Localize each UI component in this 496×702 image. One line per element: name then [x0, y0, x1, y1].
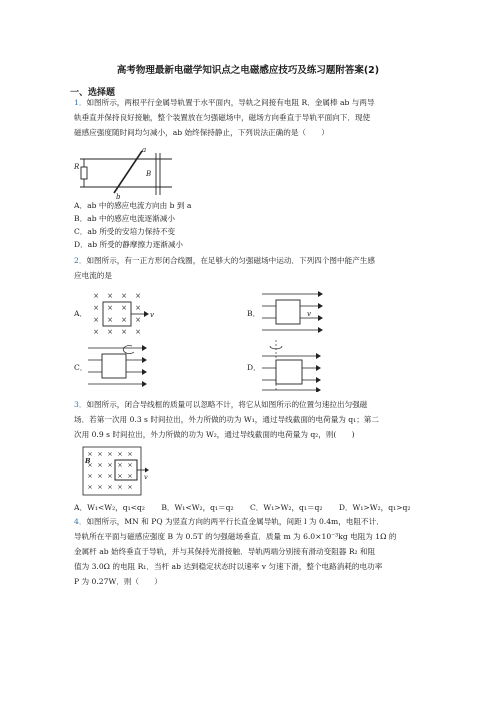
q4-number: 4．: [74, 517, 87, 526]
q1-figure: [74, 143, 174, 199]
document-title: 高考物理最新电磁学知识点之电磁感应技巧及练习题附答案(2): [116, 65, 380, 76]
q2-option-c-label: C．: [74, 363, 88, 372]
svg-text:×: ×: [135, 316, 141, 324]
q3-line-1: 3．如图所示，闭合导线框的质量可以忽略不计，将它从如图所示的位置匀速拉出匀强磁: [74, 400, 368, 409]
q3-figure: [82, 446, 152, 498]
section-heading: 一、选择题: [70, 88, 116, 98]
svg-text:×: ×: [107, 316, 113, 324]
q2-option-d-label: D．: [247, 363, 261, 372]
q3-options: [74, 502, 424, 513]
q3-line-3: 次用 0.9 s 时间拉出，外力所做的功为 W₂，通过导线截面的电荷量为 q₂，则( ): [74, 430, 355, 439]
q4-line-1: 4．如图所示，MN 和 PQ 为竖直方向的两平行长直金属导轨，间距 l 为 0.4m，电阻不计．: [74, 517, 384, 526]
svg-text:×: ×: [97, 483, 103, 491]
svg-text:×: ×: [93, 304, 99, 312]
q1-number: 1．: [74, 98, 87, 107]
svg-text:×: ×: [135, 292, 141, 300]
svg-text:×: ×: [107, 461, 113, 469]
q1-line-1: 1．如图所示，两根平行金属导轨置于水平面内，导轨之间接有电阻 R．金属棒 ab 与两导: [74, 98, 375, 107]
svg-text:×: ×: [127, 450, 133, 458]
q2-option-a-label: A．: [74, 309, 88, 318]
svg-text:×: ×: [121, 292, 127, 300]
q2-option-b-label: B．: [247, 309, 261, 318]
q3-option-a: A．W₁<W₂，q₁<q₂: [74, 503, 145, 512]
svg-text:×: ×: [117, 461, 123, 469]
svg-text:×: ×: [93, 316, 99, 324]
q1-label-B: B: [146, 170, 152, 178]
q2-a-velocity: v: [150, 311, 154, 319]
q1-label-a: a: [142, 146, 147, 154]
svg-text:×: ×: [117, 472, 123, 480]
q1-label-b: b: [116, 193, 121, 199]
svg-text:×: ×: [121, 316, 127, 324]
svg-text:×: ×: [107, 328, 113, 336]
q4-line-3: 金属杆 ab 始终垂直于导轨，并与其保持光滑接触．导轨两端分别接有滑动变阻器 R₂ 和阻: [74, 547, 376, 556]
svg-text:×: ×: [93, 328, 99, 336]
svg-text:×: ×: [87, 472, 93, 480]
svg-text:×: ×: [107, 450, 113, 458]
q1-option-d: D．ab 所受的静摩擦力逐渐减小: [74, 240, 184, 249]
q2-figure-a: [88, 288, 156, 338]
svg-text:×: ×: [87, 461, 93, 469]
q2-line-2: 应电流的是: [74, 271, 112, 280]
svg-text:×: ×: [107, 292, 113, 300]
svg-text:×: ×: [87, 450, 93, 458]
q2-line-1: 2．如图所示，有一正方形闭合线圈，在足够大的匀强磁场中运动．下列四个图中能产生感: [74, 256, 375, 265]
svg-text:×: ×: [135, 304, 141, 312]
q1-option-c: C．ab 所受的安培力保持不变: [74, 227, 176, 236]
q4-line-2: 导轨所在平面与磁感应强度 B 为 0.5T 的匀强磁场垂直．质量 m 为 6.0×10⁻³kg 电阻为 1Ω 的: [74, 532, 397, 541]
q3-option-b: B．W₁<W₂，q₁＝q₂: [161, 503, 234, 512]
svg-text:×: ×: [97, 450, 103, 458]
q3-label-v: v: [144, 473, 148, 481]
svg-text:×: ×: [127, 483, 133, 491]
svg-text:×: ×: [107, 304, 113, 312]
svg-text:×: ×: [107, 472, 113, 480]
q3-label-B: B: [85, 457, 91, 465]
q4-line-4: 值为 3.0Ω 的电阻 R₁．当杆 ab 达到稳定状态时以速率 v 匀速下滑，整个电路消耗的电功率: [74, 562, 383, 571]
q2-b-velocity: v: [307, 310, 311, 318]
q2-number: 2．: [74, 256, 87, 265]
svg-text:×: ×: [135, 328, 141, 336]
svg-text:×: ×: [127, 472, 133, 480]
q4-line-5: P 为 0.27W．则（ ）: [74, 577, 162, 586]
q1-option-b: B．ab 中的感应电流逐渐减小: [74, 214, 175, 223]
q1-option-a: A．ab 中的感应电流方向由 b 到 a: [74, 201, 192, 210]
svg-text:×: ×: [121, 304, 127, 312]
q2-figure-b: [262, 288, 324, 338]
q1-line-3: 磁感应强度随时间均匀减小，ab 始终保持静止，下列说法正确的是（ ）: [74, 128, 329, 137]
q1-line-2: 轨垂直并保持良好接触，整个装置放在匀强磁场中，磁场方向垂直于导轨平面向下．现使: [74, 113, 371, 122]
q3-line-2: 场．若第一次用 0.3 s 时间拉出，外力所做的功为 W₁，通过导线截面的电荷量为 q₁；第二: [74, 415, 379, 424]
svg-text:×: ×: [87, 483, 93, 491]
svg-text:×: ×: [97, 472, 103, 480]
q3-option-c: C．W₁>W₂，q₁＝q₂: [249, 503, 323, 512]
svg-text:×: ×: [127, 461, 133, 469]
svg-text:×: ×: [93, 292, 99, 300]
svg-text:×: ×: [97, 461, 103, 469]
svg-text:×: ×: [107, 483, 113, 491]
svg-text:×: ×: [121, 328, 127, 336]
q3-number: 3．: [74, 400, 87, 409]
q1-label-R: R: [74, 163, 80, 171]
q1-resistor: [81, 167, 87, 179]
svg-text:×: ×: [117, 450, 123, 458]
q2-figure-d: [262, 338, 324, 392]
svg-text:×: ×: [117, 483, 123, 491]
q2-figure-c: [88, 342, 150, 388]
q3-option-d: D．W₁>W₂，q₁>q₂: [338, 503, 411, 512]
